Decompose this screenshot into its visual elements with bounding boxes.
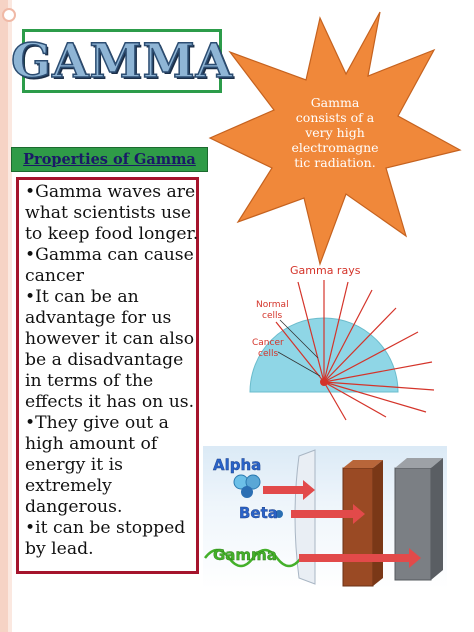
title-box <box>10 29 234 93</box>
property-line: •it can be stopped <box>25 518 186 538</box>
property-line: extremely <box>25 476 112 496</box>
properties-header <box>11 147 208 172</box>
alpha-particle <box>241 486 253 498</box>
property-line: •They give out a <box>25 413 169 433</box>
starburst-line: electromagne <box>291 140 379 155</box>
starburst-line: consists of a <box>295 110 375 125</box>
property-line: •Gamma waves are <box>25 182 196 202</box>
radiation-penetration-illustration <box>203 446 447 589</box>
starburst-line: Gamma <box>310 95 360 110</box>
page-title: GAMMA <box>10 33 234 89</box>
left-edge-bar <box>0 0 8 632</box>
property-line: what scientists use <box>25 203 192 223</box>
starburst-line: tic radiation. <box>294 155 376 170</box>
wood-block <box>343 468 373 586</box>
normal-cells-label-2: cells <box>262 311 283 321</box>
cancer-cells-label-1: Cancer <box>252 338 284 348</box>
properties-box <box>16 177 199 574</box>
property-line: by lead. <box>25 539 94 559</box>
property-line: advantage for us <box>25 308 172 328</box>
property-line: energy it is <box>25 455 123 475</box>
normal-cells-label-1: Normal <box>256 300 289 310</box>
property-line: •Gamma can cause <box>25 245 194 265</box>
cancer-cells-label-2: cells <box>258 349 279 359</box>
property-line: cancer <box>25 266 84 286</box>
lead-block-side <box>431 458 443 580</box>
property-line: •It can be an <box>25 287 139 307</box>
beta-label: Beta <box>239 504 278 522</box>
cancer-cell-target <box>320 378 328 386</box>
property-line: be a disadvantage <box>25 350 184 370</box>
starburst-text <box>268 95 402 170</box>
gamma-label: Gamma <box>213 546 277 564</box>
properties-header-label: Properties of Gamma <box>23 151 196 168</box>
starburst-line: very high <box>305 125 365 140</box>
gamma-rays-title: Gamma rays <box>290 264 361 277</box>
property-line: dangerous. <box>25 497 123 517</box>
property-line: to keep food longer. <box>25 224 199 244</box>
property-line: in terms of the <box>25 371 154 391</box>
alpha-label: Alpha <box>213 456 262 474</box>
wood-block-side <box>373 460 383 586</box>
edge-circle-ornament <box>2 8 16 22</box>
left-edge-bar-inner <box>8 0 12 632</box>
gamma-rays-diagram <box>236 262 446 422</box>
property-line: high amount of <box>25 434 158 454</box>
property-line: however it can also <box>25 329 195 349</box>
property-line: effects it has on us. <box>25 392 195 412</box>
